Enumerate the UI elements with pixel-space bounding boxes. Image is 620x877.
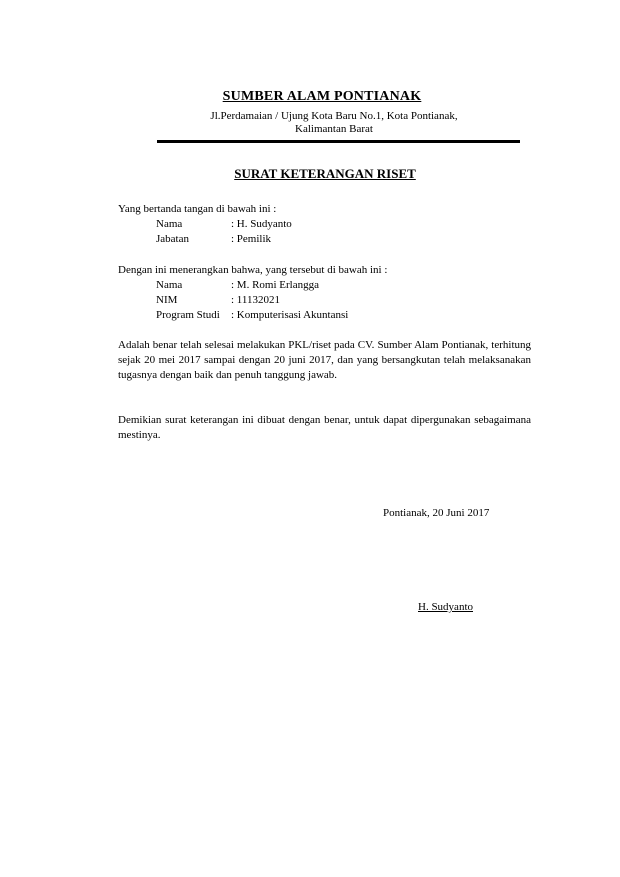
signatory-name-label: Nama: [156, 218, 183, 230]
letterhead-divider: [157, 140, 520, 143]
student-program-label: Program Studi: [156, 309, 220, 321]
address-line-2: Kalimantan Barat: [295, 123, 373, 135]
document-title: SURAT KETERANGAN RISET: [234, 166, 416, 181]
address-line-1: Jl.Perdamaian / Ujung Kota Baru No.1, Kota Pontianak,: [210, 110, 458, 122]
signatory-position-value: : Pemilik: [231, 233, 272, 245]
student-program-value: : Komputerisasi Akuntansi: [231, 309, 349, 321]
signatory-intro: Yang bertanda tangan di bawah ini :: [118, 203, 277, 215]
company-name: SUMBER ALAM PONTIANAK: [222, 89, 422, 104]
signatory-name-value: : H. Sudyanto: [231, 218, 292, 230]
signer-name: H. Sudyanto: [418, 601, 473, 613]
student-name-value: : M. Romi Erlangga: [231, 279, 319, 291]
place-and-date: Pontianak, 20 Juni 2017: [383, 507, 490, 519]
student-name-label: Nama: [156, 279, 183, 291]
signatory-position-label: Jabatan: [156, 233, 189, 245]
student-nim-label: NIM: [156, 294, 178, 306]
student-nim-value: : 11132021: [231, 294, 280, 306]
closing-paragraph: Demikian surat keterangan ini dibuat dengan benar, untuk dapat dipergunakan sebagaimana mestinya.: [118, 414, 531, 441]
student-intro: Dengan ini menerangkan bahwa, yang tersebut di bawah ini :: [118, 264, 388, 276]
statement-paragraph: Adalah benar telah selesai melakukan PKL/riset pada CV. Sumber Alam Pontianak, terhitung sejak 20 mei 2017 sampai dengan 20 juni 2017, dan yang bersangkutan telah melaksanakan tugasnya dengan baik dan penuh tanggung jawab.: [118, 339, 531, 381]
